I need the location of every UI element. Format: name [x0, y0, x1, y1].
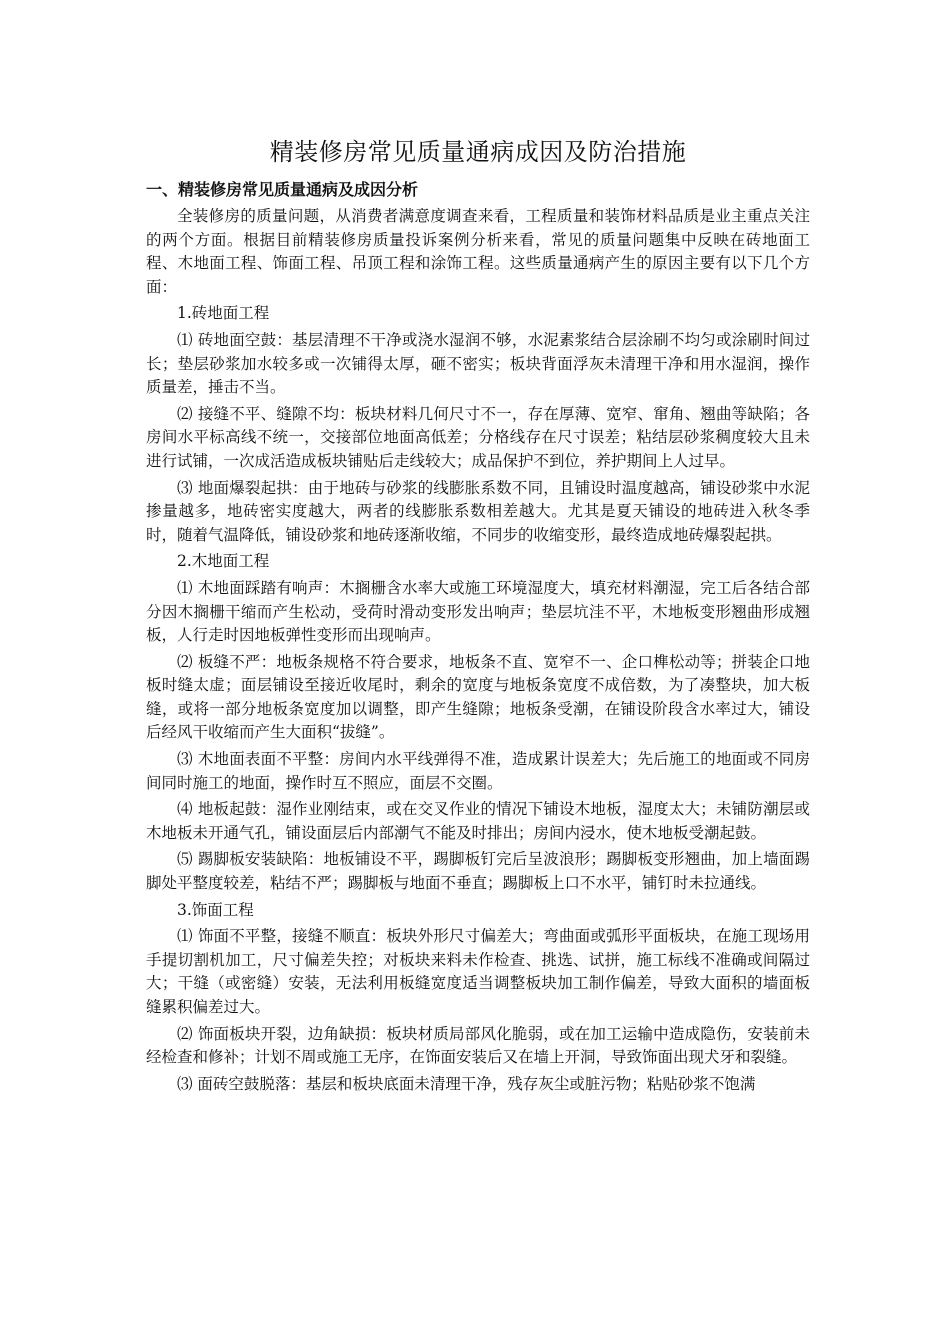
subheading-finish: 3.饰面工程 — [177, 900, 254, 919]
section-heading: 一、精装修房常见质量通病及成因分析 — [146, 180, 419, 199]
paragraph-item: ⑵ 饰面板块开裂，边角缺损：板块材质局部风化脆弱，或在加工运输中造成隐伤，安装前未经检查和修补；计划不周或施工无序，在饰面安装后又在墙上开洞，导致饰面出现犬牙和裂缝。 — [146, 1024, 810, 1067]
paragraph-item: ⑶ 地面爆裂起拱：由于地砖与砂浆的线膨胀系数不同，且铺设时温度越高，铺设砂浆中水泥掺量越多，地砖密实度越大，两者的线膨胀系数相差越大。尤其是夏天铺设的地砖进入秋冬季时，随着气温降低，铺设砂浆和地砖逐渐收缩，不同步的收缩变形，最终造成地砖爆裂起拱。 — [146, 478, 810, 544]
subheading-brick-floor: 1.砖地面工程 — [177, 304, 270, 323]
document-title: 精装修房常见质量通病成因及防治措施 — [269, 138, 687, 166]
document-page — [146, 133, 810, 1099]
paragraph-item: ⑴ 饰面不平整，接缝不顺直：板块外形尺寸偏差大；弯曲面或弧形平面板块，在施工现场用手提切割机加工，尺寸偏差失控；对板块来料未作检查、挑选、试拼，施工标线不准确或间隔过大；干缝（或密缝）安装，无法利用板缝宽度适当调整板块加工制作偏差，导致大面积的墙面板缝累积偏差过大。 — [146, 927, 810, 1016]
paragraph-item: ⑵ 板缝不严：地板条规格不符合要求，地板条不直、宽窄不一、企口榫松动等；拼装企口地板时缝太虚；面层铺设至接近收尾时，剩余的宽度与地板条宽度不成倍数，为了凑整块，加大板缝，或将一部分地板条宽度加以调整，即产生缝隙；地板条受潮，在铺设阶段含水率过大，铺设后经风干收缩而产生大面积“拔缝”。 — [146, 652, 810, 742]
paragraph-item: ⑵ 接缝不平、缝隙不均：板块材料几何尺寸不一，存在厚薄、宽窄、窜角、翘曲等缺陷；各房间水平标高线不统一，交接部位地面高低差；分格线存在尺寸误差；粘结层砂浆稠度较大且未进行试铺，一次成活造成板块铺贴后走线较大；成品保护不到位，养护期间上人过早。 — [146, 404, 810, 470]
paragraph-item: ⑷ 地板起鼓：湿作业刚结束，或在交叉作业的情况下铺设木地板，湿度太大；未铺防潮层或木地板未开通气孔，铺设面层后内部潮气不能及时排出；房间内浸水，使木地板受潮起鼓。 — [146, 800, 810, 842]
paragraph-item: ⑴ 木地面踩踏有响声：木搁栅含水率大或施工环境湿度大，填充材料潮湿，完工后各结合部分因木搁栅干缩而产生松动，受荷时滑动变形发出响声；垫层坑洼不平，木地板变形翘曲形成翘板，人行走时因地板弹性变形而出现响声。 — [146, 578, 810, 645]
paragraph-item: ⑴ 砖地面空鼓：基层清理不干净或浇水湿润不够，水泥素浆结合层涂刷不均匀或涂刷时间过长；垫层砂浆加水较多或一次铺得太厚，砸不密实；板块背面浮灰未清理干净和用水湿润，操作质量差，捶击不当。 — [146, 330, 810, 397]
paragraph-item: ⑶ 木地面表面不平整：房间内水平线弹得不准，造成累计误差大；先后施工的地面或不同房间同时施工的地面，操作时互不照应，面层不交圈。 — [146, 750, 810, 792]
paragraph-item: ⑸ 踢脚板安装缺陷：地板铺设不平，踢脚板钉完后呈波浪形；踢脚板变形翘曲，加上墙面踢脚处平整度较差，粘结不严；踢脚板与地面不垂直；踢脚板上口不水平，铺钉时未拉通线。 — [146, 850, 810, 893]
intro-paragraph: 全装修房的质量问题，从消费者满意度调查来看，工程质量和装饰材料品质是业主重点关注的两个方面。根据目前精装修房质量投诉案例分析来看，常见的质量问题集中反映在砖地面工程、木地面工程、饰面工程、吊顶工程和涂饰工程。这些质量通病产生的原因主要有以下几个方面： — [146, 207, 810, 296]
subheading-wood-floor: 2.木地面工程 — [177, 552, 270, 571]
paragraph-item: ⑶ 面砖空鼓脱落：基层和板块底面未清理干净，残存灰尘或脏污物；粘贴砂浆不饱满 — [177, 1074, 756, 1093]
